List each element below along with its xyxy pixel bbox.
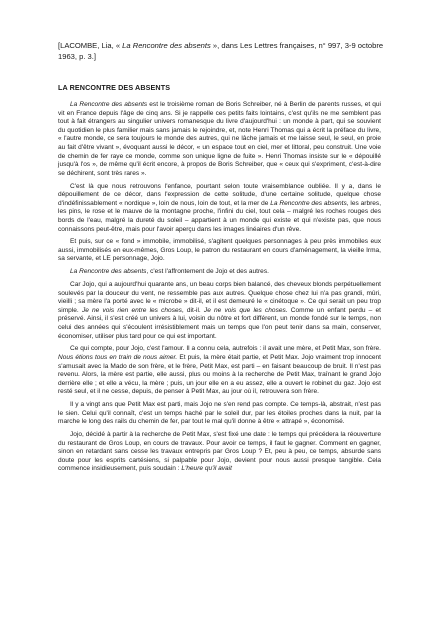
- text-run: Et puis, la mère était partie, et Petit Max. Jojo vraiment trop innocent s'amusait avec la Mado de son frère, et le frère, Petit Max, est parti – en faisant beaucoup de bruit. Il n'est pas revenu. Alors, la mère est partie, elle aussi, plus ou moins à la recherche de Petit Max, traînant le grand Jojo derrière elle ; et elle a vécu, la mère ; puis, un jour elle en a eu assez, elle a ouvert le robinet du gaz. Jojo est resté seul, et il ne cesse, depuis, de penser à Petit Max, au jour où il, retrouvera son frère.: [58, 353, 381, 396]
- text-run: est le troisième roman de Boris Schreiber, né à Berlin de parents russes, et qui vit en France depuis l'âge de cinq ans. Si je rappelle ces petits faits lointains, c'est qu'ils ne me semblent pas tout à fait étrangers au singulier univers romanesque du livre d'aujourd'hui : un monde à part, qui se souvient du quotidien le plus familier mais sans jamais le rejoindre, et, note Henri Thomas qui a écrit la préface du livre, « l'autre monde, ce sera toujours le monde des autres, qui ne lâche jamais et me laisse seul, le seul, en proie au fait d'être vivant », évoquant aussi le décor, « un espace tout en ciel, mer et littoral, peu construit. Une voie de chemin de fer raye ce monde, comme son unique ligne de fuite ». Henri Thomas insiste sur le « dépouillé jusqu'à l'os », de même qu'il écrit encore, à propos de Boris Schreiber, que « ceux qui s'expriment, c'est-à-dire se déchirent, sont très rares ».: [58, 101, 381, 177]
- italic-text-run: La Rencontre des absents: [70, 268, 147, 276]
- paragraph-4: [58, 268, 381, 277]
- text-run: Car Jojo, qui a aujourd'hui quarante ans, un beau corps bien balancé, des cheveux blonds perpétuellement soulevés par la douceur du vent, ne ressemble pas aux autres. Quelque chose chez lui n'a pas grandi, mûri, vieilli ; sa mère l'a porté avec le « microbe » dit-il, et il est demeuré le « cinétoque ». Ce qui serait un peu trop simple.: [58, 281, 381, 314]
- citation-prefix: [LACOMBE, Lia, «: [58, 41, 123, 50]
- italic-text-run: La Rencontre des absents: [70, 101, 148, 108]
- text-run: Il y a vingt ans que Petit Max est parti, mais Jojo ne s'en rend pas compte. Ce temps-là, abstrait, n'est pas le sien. Celui qu'il connaît, c'est un temps haché par le soleil dur, par les étoiles proches dans la nuit, par la marche le long des rails du chemin de fer, par tout le mal qu'il donne à être « attrapé », économisé.: [58, 401, 381, 426]
- paragraph-3: [58, 238, 381, 264]
- citation-work-title: La Rencontre des absents: [122, 41, 211, 50]
- text-run: , les arbres, les pins, le rose et le mauve de la montagne proche, l'infini du ciel, tout cela – malgré les roches rouges des bords de l'eau, malgré la dureté du soleil – appartient à un monde qui existe et qui n'existe pas, que nous connaissons peut-être, mais pour l'avoir aperçu dans les images linéaires d'un rêve.: [58, 199, 382, 233]
- italic-text-run: La Rencontre des absents: [270, 199, 347, 207]
- citation: [58, 41, 398, 62]
- paragraph-8: [58, 431, 381, 474]
- text-run: Et puis, sur ce « fond » immobile, immobilisé, s'agitent quelques personnages à peu près immobiles eux aussi, immobilisés en eux-mêmes, Gros Loup, le patron du restaurant en cours d'aménagement, la vieille Irma, sa servante, et LE personnage, Jojo.: [58, 238, 381, 263]
- paragraph-1: [58, 101, 381, 178]
- italic-text-run: L'heure qu'il avait: [181, 465, 232, 473]
- italic-text-run: Nous étions tous en train de nous aimer.: [58, 353, 178, 361]
- text-run: , dit-il.: [181, 306, 204, 314]
- italic-text-run: Je ne vois que les choses.: [203, 306, 288, 314]
- text-run: Ce qui compte, pour Jojo, c'est l'amour. Il a connu cela, autrefois : il avait une mère, et Petit Max, son frère.: [70, 345, 381, 353]
- paragraph-7: [58, 401, 381, 427]
- text-run: , c'est l'affrontement de Jojo et des autres.: [146, 268, 269, 276]
- paragraph-6: [58, 345, 381, 397]
- text-run: Comme un enfant perdu – et préservé. Ainsi, il s'est créé un univers à lui, voisin du nôtre et fort différent, un monde fondé sur le temps, non celui des années qui s'écoulent irrésistiblement mais un temps que l'on peut tenir dans sa main, conserver, économiser, utiliser plus tard pour ce qui est important.: [58, 306, 381, 340]
- text-run: Jojo, décidé à partir à la recherche de Petit Max, s'est fixé une date : le temps qui précédera la réouverture du restaurant de Gros Loup, en cours de travaux. Pour avoir ce temps, il faut le gagner. Comment en gagner, sinon en retardant sans cesse les travaux entrepris par Gros Loup ? Et, peu à peu, ce temps, absurde sans doute pour les esprits cartésiens, si palpable pour Jojo, devient pour nous aussi presque tangible. Cela commence insidieusement, puis soudain :: [58, 431, 381, 473]
- article-body: [58, 101, 381, 478]
- article-title: LA RENCONTRE DES ABSENTS: [58, 83, 171, 92]
- citation-suffix: », dans Les Lettres françaises, n° 997, 3-9 octobre 1963, p. 3.]: [58, 41, 384, 61]
- text-run: C'est là que nous retrouvons l'enfance, pourtant selon toute vraisemblance oubliée. Il y a, dans le dépouillement de ce décor, dans l'expression de cette solitude, d'une certaine solitude, quelque chose d'indéfinissablement « nordique », loin de nous, loin de tout, et la mer de: [58, 182, 381, 207]
- paragraph-5: [58, 281, 381, 341]
- paragraph-2: [58, 183, 381, 235]
- italic-text-run: Je ne vois rien entre les choses: [81, 306, 182, 314]
